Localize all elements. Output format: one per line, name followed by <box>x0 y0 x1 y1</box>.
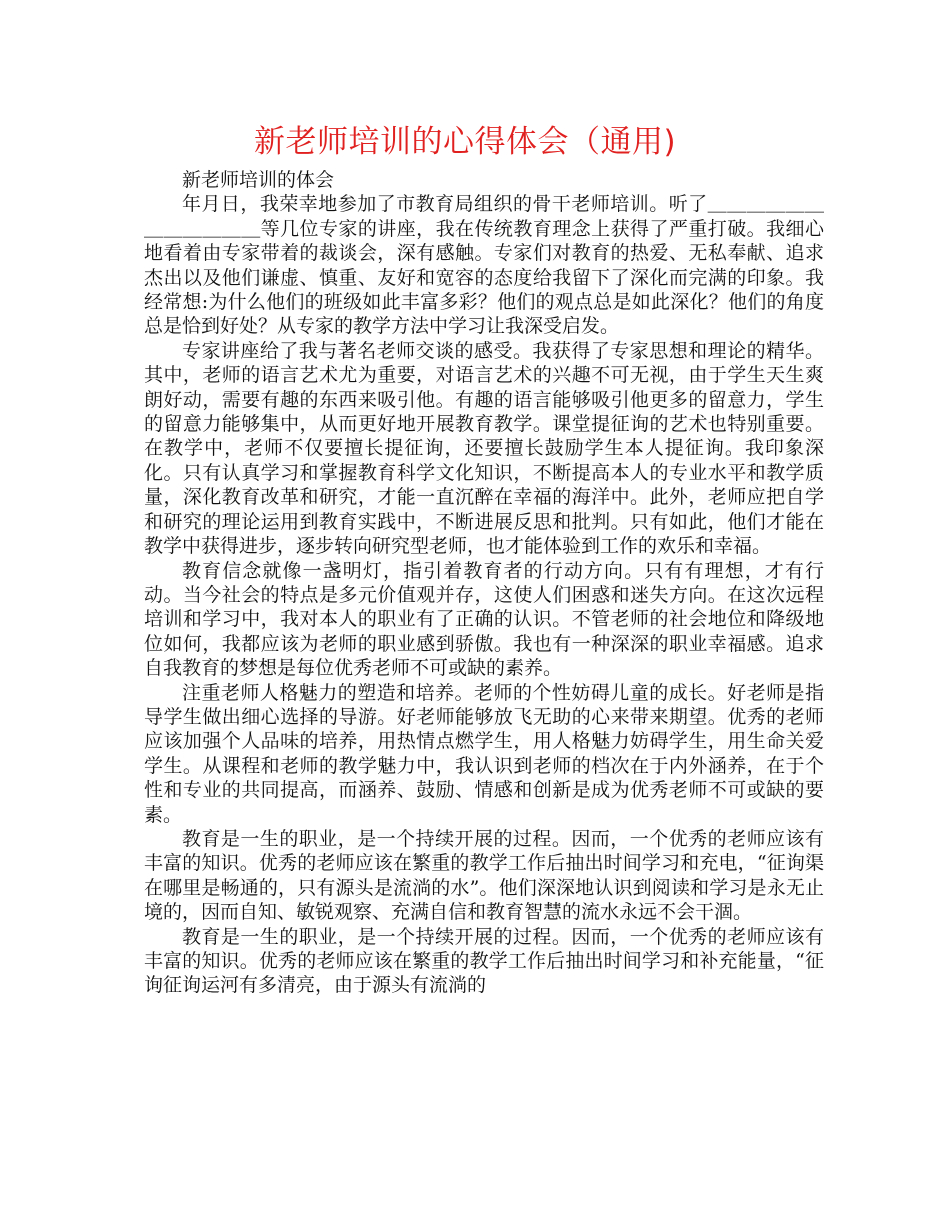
document-title: 新老师培训的心得体会（通用) <box>253 124 677 160</box>
paragraph-1: 年月日，我荣幸地参加了市教育局组织的骨干老师培训。听了＿＿＿＿＿＿＿＿＿＿＿＿等几位专家的讲座，我在传统教育理念上获得了严重打破。我细心地看着由专家带着的裁谈会，深有感触。专家们对教育的热爱、无私奉献、追求杰出以及他们谦虚、慎重、友好和宽容的态度给我留下了深化而完满的印象。我经常想:为什么他们的班级如此丰富多彩？他们的观点总是如此深化？他们的角度总是恰到好处？从专家的教学方法中学习让我深受启发。 <box>144 193 824 338</box>
paragraph-6: 教育是一生的职业，是一个持续开展的过程。因而，一个优秀的老师应该有丰富的知识。优秀的老师应该在繁重的教学工作后抽出时间学习和补充能量，“征询征询运河有多清亮，由于源头有流淌的 <box>144 925 824 997</box>
paragraph-2: 专家讲座给了我与著名老师交谈的感受。我获得了专家思想和理论的精华。其中，老师的语言艺术尤为重要，对语言艺术的兴趣不可无视，由于学生天生爽朗好动，需要有趣的东西来吸引他。有趣的语言能够吸引他更多的留意力，学生的留意力能够集中，从而更好地开展教育教学。课堂提征询的艺术也特别重要。在教学中，老师不仅要擅长提征询，还要擅长鼓励学生本人提征询。我印象深化。只有认真学习和掌握教育科学文化知识，不断提高本人的专业水平和教学质量，深化教育改革和研究，才能一直沉醉在幸福的海洋中。此外，老师应把自学和研究的理论运用到教育实践中，不断进展反思和批判。只有如此，他们才能在教学中获得进步，逐步转向研究型老师，也才能体验到工作的欢乐和幸福。 <box>144 339 824 558</box>
document-body <box>144 168 824 998</box>
document-subtitle: 新老师培训的体会 <box>182 169 335 191</box>
paragraph-3: 教育信念就像一盏明灯，指引着教育者的行动方向。只有有理想，才有行动。当今社会的特点是多元价值观并存，这使人们困惑和迷失方向。在这次远程培训和学习中，我对本人的职业有了正确的认识。不管老师的社会地位和降级地位如何，我都应该为老师的职业感到骄傲。我也有一种深深的职业幸福感。追求自我教育的梦想是每位优秀老师不可或缺的素养。 <box>144 559 824 680</box>
paragraph-4: 注重老师人格魅力的塑造和培养。老师的个性妨碍儿童的成长。好老师是指导学生做出细心选择的导游。好老师能够放飞无助的心来带来期望。优秀的老师应该加强个人品味的培养，用热情点燃学生，用人格魅力妨碍学生，用生命关爱学生。从课程和老师的教学魅力中，我认识到老师的档次在于内外涵养，在于个性和专业的共同提高，而涵养、鼓励、情感和创新是成为优秀老师不可或缺的要素。 <box>144 681 824 826</box>
paragraph-5: 教育是一生的职业，是一个持续开展的过程。因而，一个优秀的老师应该有丰富的知识。优秀的老师应该在繁重的教学工作后抽出时间学习和充电，“征询渠在哪里是畅通的，只有源头是流淌的水”。他们深深地认识到阅读和学习是永无止境的，因而自知、敏锐观察、充满自信和教育智慧的流水永远不会干涸。 <box>144 827 824 924</box>
